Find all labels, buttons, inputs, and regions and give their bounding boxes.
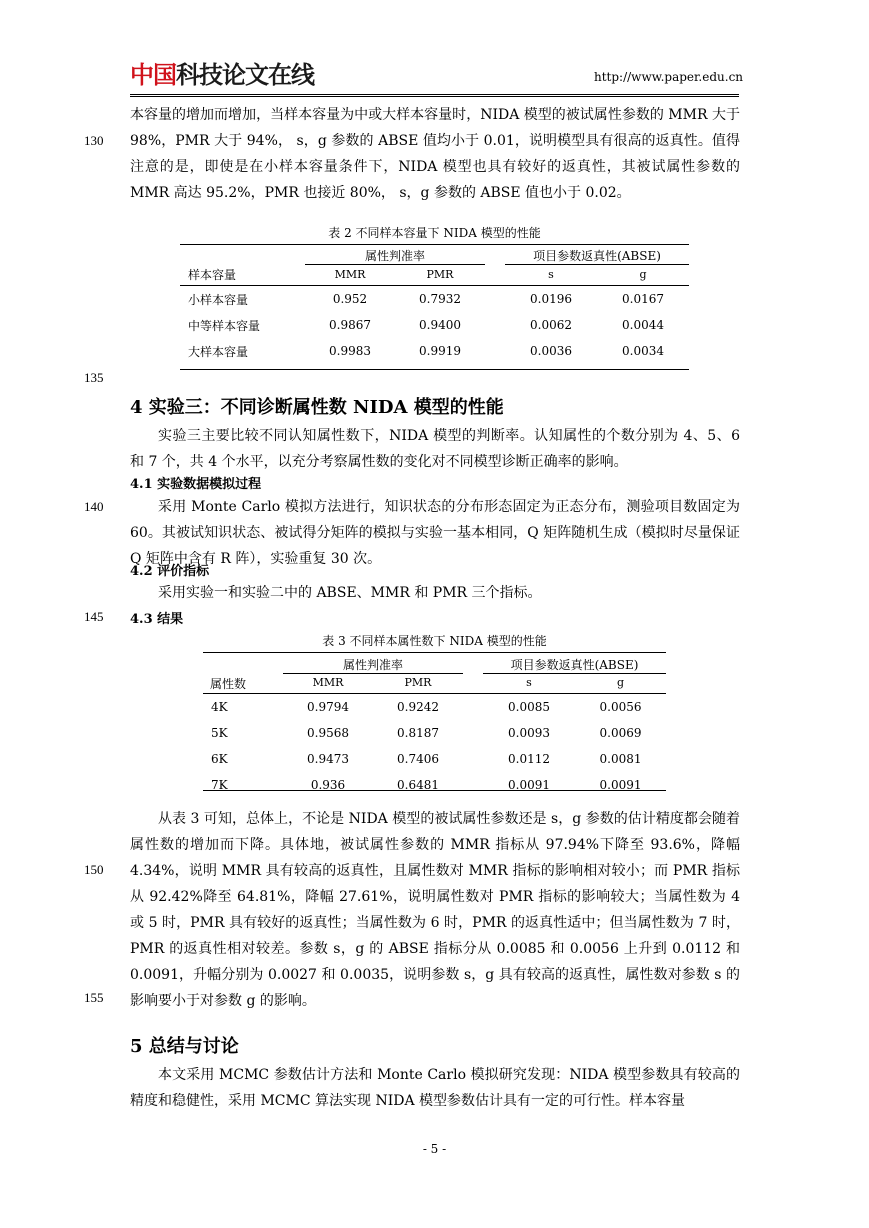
- table2-group1-label: 属性判准率: [364, 249, 425, 263]
- logo-text-red: 中国: [130, 61, 176, 89]
- paragraph-4: 采用实验一和实验二中的 ABSE、MMR 和 PMR 三个指标。: [158, 585, 542, 601]
- table2-col-mmr: MMR: [334, 268, 366, 281]
- cell-pmr: 0.6481: [397, 778, 439, 792]
- cell-g: 0.0056: [599, 700, 642, 714]
- cell-s: 0.0093: [508, 726, 550, 740]
- section-4-1-heading: 4.1 实验数据模拟过程: [130, 477, 262, 492]
- table-row: [180, 338, 689, 364]
- table3-group2-rule: [483, 673, 666, 674]
- cell-s: 0.0091: [508, 778, 550, 792]
- table-row: [203, 746, 666, 772]
- table3-row-header: 属性数: [210, 677, 247, 691]
- cell-mmr: 0.9568: [307, 726, 349, 740]
- cell-pmr: 0.9919: [419, 344, 461, 358]
- table3-col-s: s: [526, 676, 532, 689]
- header-url[interactable]: http://www.paper.edu.cn: [594, 70, 744, 84]
- table3-top-rule: [203, 652, 666, 653]
- line-number-155: 155: [84, 990, 104, 1005]
- cell-mmr: 0.952: [332, 292, 368, 306]
- section-4-heading: 4 实验三：不同诊断属性数 NIDA 模型的性能: [130, 397, 504, 418]
- cell-pmr: 0.7406: [397, 752, 439, 766]
- cell-s: 0.0036: [530, 344, 572, 358]
- table-row: [203, 772, 666, 798]
- table2-col-g: g: [639, 268, 647, 281]
- journal-logo: [130, 60, 314, 90]
- header-rule-double: [130, 96, 739, 97]
- line-number-150: 150: [84, 862, 104, 877]
- table2-body: [180, 286, 689, 364]
- paragraph-2: 实验三主要比较不同认知属性数下，NIDA 模型的判断率。认知属性的个数分别为 4、5、6 和 7 个，共 4 个水平，以充分考察属性数的变化对不同模型诊断正确率的影响。: [130, 428, 740, 470]
- row-label: 6K: [211, 752, 228, 766]
- table3-caption: 表 3 不同样本属性数下 NIDA 模型的性能: [322, 634, 547, 648]
- logo-text-dark: 科技论文在线: [176, 61, 314, 89]
- paragraph-6: 本文采用 MCMC 参数估计方法和 Monte Carlo 模拟研究发现：NIDA 模型参数具有较高的精度和稳健性，采用 MCMC 算法实现 NIDA 模型参数估计具有一定的可行性。样本容量: [130, 1067, 740, 1109]
- cell-s: 0.0085: [508, 700, 550, 714]
- table-row: [203, 720, 666, 746]
- table-row: [180, 312, 689, 338]
- header-rule: [130, 94, 739, 95]
- table3-col-mmr: MMR: [312, 676, 344, 689]
- table-row: [203, 694, 666, 720]
- table3-group1-label: 属性判准率: [342, 658, 403, 672]
- cell-pmr: 0.8187: [397, 726, 439, 740]
- cell-mmr: 0.9473: [307, 752, 349, 766]
- row-label: 5K: [211, 726, 228, 740]
- cell-g: 0.0167: [622, 292, 664, 306]
- cell-g: 0.0069: [599, 726, 642, 740]
- table2-group2-label: 项目参数返真性(ABSE): [533, 249, 661, 263]
- table2-col-s: s: [548, 268, 554, 281]
- cell-s: 0.0112: [508, 752, 550, 766]
- row-label: 7K: [211, 778, 228, 792]
- table2-bottom-rule: [180, 369, 689, 370]
- table2-row-header: 样本容量: [188, 268, 237, 282]
- line-number-145: 145: [84, 609, 104, 624]
- table2-caption: 表 2 不同样本容量下 NIDA 模型的性能: [328, 226, 541, 240]
- cell-s: 0.0062: [530, 318, 572, 332]
- row-label: 中等样本容量: [188, 318, 261, 333]
- row-label: 大样本容量: [188, 344, 249, 359]
- table-row: [180, 286, 689, 312]
- paragraph-5: 从表 3 可知，总体上，不论是 NIDA 模型的被试属性参数还是 s，g 参数的估计精度都会随着属性数的增加而下降。具体地，被试属性参数的 MMR 指标从 97.94%下降至 93.6%，降幅 4.34%，说明 MMR 具有较高的返真性，且属性数对 MMR 指标的影响相对较小；而 PMR 指标从 92.42%降至 64.81%，降幅 27.61%，说明属性数对 PMR 指标的影响较大；当属性数为 4 或 5 时，PMR 具有较好的返真性；当属性数为 6 时，PMR 的返真性适中；但当属性数为 7 时，PMR 的返真性相对较差。参数 s，g 的 ABSE 指标分从 0.0085 和 0.0056 上升到 0.0112 和 0.0091，升幅分别为 0.0027 和 0.0035，说明参数 s，g 具有较高的返真性，属性数对参数 s 的影响要小于对参数 g 的影响。: [130, 811, 740, 1009]
- row-label: 小样本容量: [188, 292, 249, 307]
- paragraph-3: 采用 Monte Carlo 模拟方法进行，知识状态的分布形态固定为正态分布，测验项目数固定为 60。其被试知识状态、被试得分矩阵的模拟与实验一基本相同，Q 矩阵随机生成（模拟时尽量保证 Q 矩阵中含有 R 阵），实验重复 30 次。: [130, 499, 740, 567]
- line-number-140: 140: [84, 499, 104, 514]
- section-4-2-heading: 4.2 评价指标: [130, 564, 210, 579]
- table2-top-rule: [180, 244, 689, 245]
- paragraph-1: 本容量的增加而增加，当样本容量为中或大样本容量时，NIDA 模型的被试属性参数的 MMR 大于 98%，PMR 大于 94%， s，g 参数的 ABSE 值均小于 0.01，说明模型具有很高的返真性。值得注意的是，即使是在小样本容量条件下，NIDA 模型也具有较好的返真性，其被试属性参数的 MMR 高达 95.2%，PMR 也接近 80%， s，g 参数的 ABSE 值也小于 0.02。: [130, 107, 740, 201]
- cell-pmr: 0.9400: [419, 318, 461, 332]
- page-number: - 5 -: [422, 1142, 447, 1156]
- cell-pmr: 0.7932: [419, 292, 461, 306]
- cell-mmr: 0.936: [310, 778, 346, 792]
- cell-g: 0.0034: [622, 344, 664, 358]
- cell-mmr: 0.9794: [307, 700, 349, 714]
- cell-g: 0.0044: [622, 318, 664, 332]
- table3-col-g: g: [616, 676, 625, 689]
- table2-group1-rule: [305, 264, 485, 265]
- section-5-heading: 5 总结与讨论: [130, 1036, 239, 1057]
- table3-group2-label: 项目参数返真性(ABSE): [510, 658, 639, 672]
- cell-s: 0.0196: [530, 292, 572, 306]
- cell-g: 0.0091: [599, 778, 642, 792]
- cell-g: 0.0081: [599, 752, 642, 766]
- row-label: 4K: [211, 700, 228, 714]
- line-number-130: 130: [84, 133, 104, 148]
- cell-mmr: 0.9983: [329, 344, 371, 358]
- line-number-135: 135: [84, 370, 104, 385]
- table3-col-pmr: PMR: [404, 676, 432, 689]
- table3-group1-rule: [283, 673, 463, 674]
- cell-mmr: 0.9867: [329, 318, 371, 332]
- section-4-3-heading: 4.3 结果: [130, 612, 184, 627]
- table3-body: [203, 694, 666, 798]
- cell-pmr: 0.9242: [397, 700, 439, 714]
- table2-group2-rule: [505, 264, 689, 265]
- table2-col-pmr: PMR: [426, 268, 454, 281]
